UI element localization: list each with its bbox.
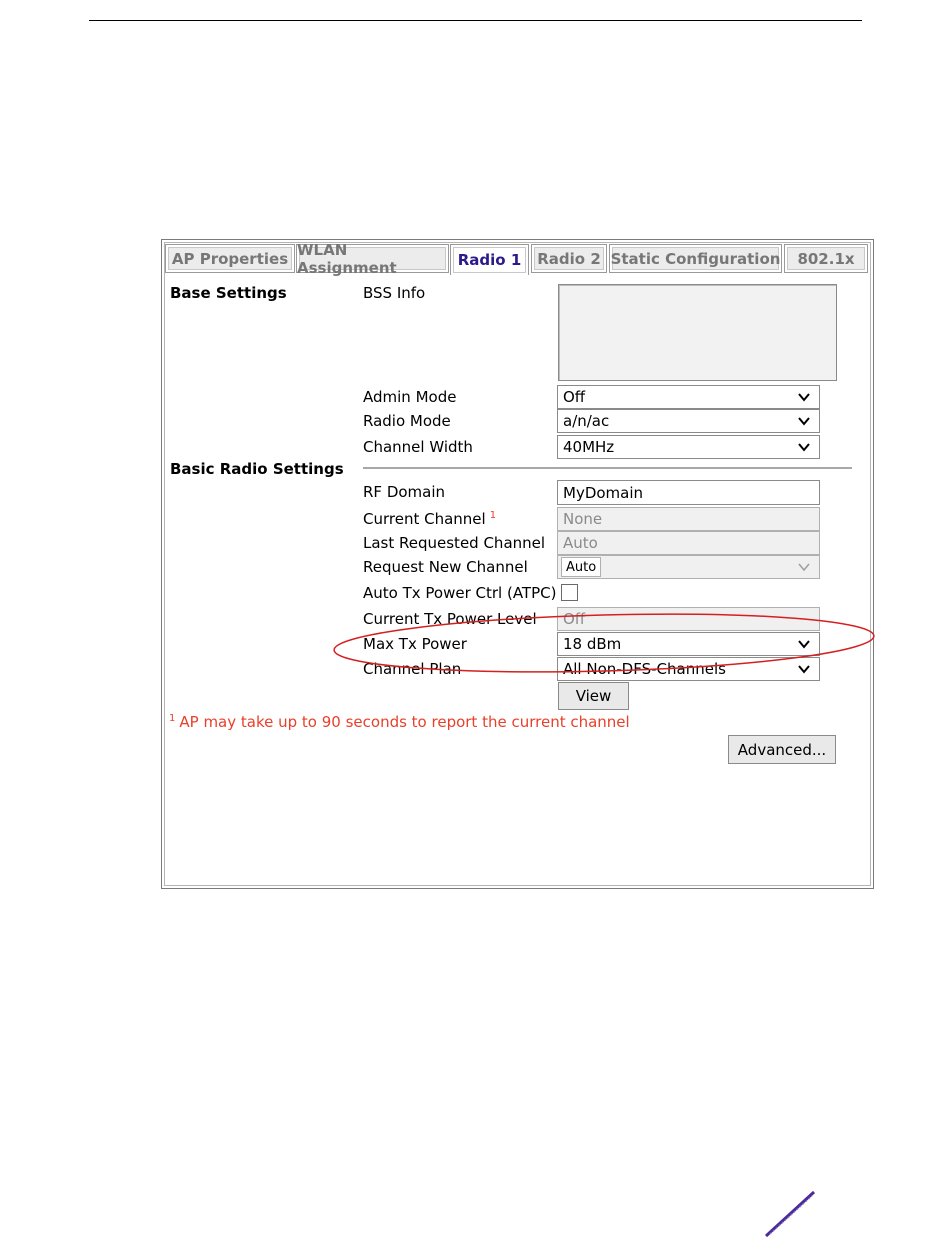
tab-radio-2[interactable] (531, 244, 607, 273)
tab-static-configuration[interactable] (609, 244, 782, 273)
tab-label: Radio 2 (537, 249, 601, 268)
brand-slash-mark (760, 1188, 820, 1240)
view-channel-plan-button[interactable] (558, 682, 629, 710)
tab-radio-1[interactable] (450, 244, 529, 275)
rf-domain-input[interactable] (557, 480, 820, 505)
advanced-button[interactable] (728, 735, 836, 764)
tab-label: AP Properties (171, 249, 289, 268)
tab-label: WLAN Assignment (297, 240, 397, 277)
tab-802-1x[interactable] (784, 244, 868, 273)
tab-label: Radio 1 (457, 251, 522, 269)
current-channel-value: None (563, 510, 603, 528)
footnote (169, 713, 630, 731)
footnote-number: 1 (169, 713, 176, 724)
chevron-down-icon (798, 415, 810, 427)
request-new-channel-value-box (561, 557, 601, 577)
footnote-marker: 1 (489, 510, 497, 521)
basic-radio-settings-heading: Basic Radio Settings (170, 460, 344, 478)
chevron-down-icon (798, 638, 810, 650)
last-requested-channel-field (557, 531, 820, 555)
bss-info-textarea[interactable] (558, 284, 837, 381)
current-tx-power-label: Current Tx Power Level (363, 610, 537, 628)
tab-label: Static Configuration (610, 249, 781, 268)
channel-plan-label: Channel Plan (363, 660, 462, 678)
chevron-down-icon (798, 663, 810, 675)
max-tx-power-value: 18 dBm (563, 635, 622, 653)
rf-domain-label: RF Domain (363, 483, 446, 501)
chevron-down-icon (798, 391, 810, 403)
tab-ap-properties[interactable] (165, 244, 295, 273)
admin-mode-value: Off (563, 388, 586, 406)
chevron-down-icon (798, 441, 810, 453)
current-channel-label (363, 510, 496, 528)
bss-info-label: BSS Info (363, 284, 426, 302)
current-tx-power-field (557, 607, 820, 631)
base-settings-heading: Base Settings (170, 284, 287, 302)
advanced-button-label: Advanced... (737, 740, 827, 759)
admin-mode-select[interactable] (557, 385, 820, 409)
channel-width-label: Channel Width (363, 438, 473, 456)
request-new-channel-select (557, 555, 820, 579)
footnote-text: AP may take up to 90 seconds to report the current channel (179, 713, 630, 731)
chevron-down-icon (798, 561, 810, 573)
radio-mode-select[interactable] (557, 409, 820, 433)
tab-label: 802.1x (797, 249, 855, 268)
tab-wlan-assignment[interactable] (296, 240, 449, 277)
page-header-rule (89, 20, 862, 21)
channel-width-value: 40MHz (563, 438, 615, 456)
radio-mode-value: a/n/ac (563, 412, 610, 430)
current-channel-field (557, 507, 820, 531)
section-divider (363, 467, 852, 469)
current-channel-label-text: Current Channel (363, 510, 486, 528)
view-button-label: View (575, 687, 612, 705)
max-tx-power-label: Max Tx Power (363, 635, 467, 653)
max-tx-power-select[interactable] (557, 632, 820, 656)
radio-mode-label: Radio Mode (363, 412, 451, 430)
admin-mode-label: Admin Mode (363, 388, 457, 406)
channel-width-select[interactable] (557, 435, 820, 459)
channel-plan-select[interactable] (557, 657, 820, 681)
request-new-channel-value: Auto (566, 559, 597, 575)
auto-tx-power-checkbox[interactable] (561, 584, 578, 601)
auto-tx-power-label: Auto Tx Power Ctrl (ATPC) (363, 584, 557, 602)
request-new-channel-label: Request New Channel (363, 558, 528, 576)
last-requested-channel-label: Last Requested Channel (363, 534, 546, 552)
rf-domain-value: MyDomain (563, 483, 644, 502)
last-requested-channel-value: Auto (563, 534, 598, 552)
channel-plan-value: All Non-DFS-Channels (563, 660, 726, 678)
current-tx-power-value: Off (563, 610, 586, 628)
